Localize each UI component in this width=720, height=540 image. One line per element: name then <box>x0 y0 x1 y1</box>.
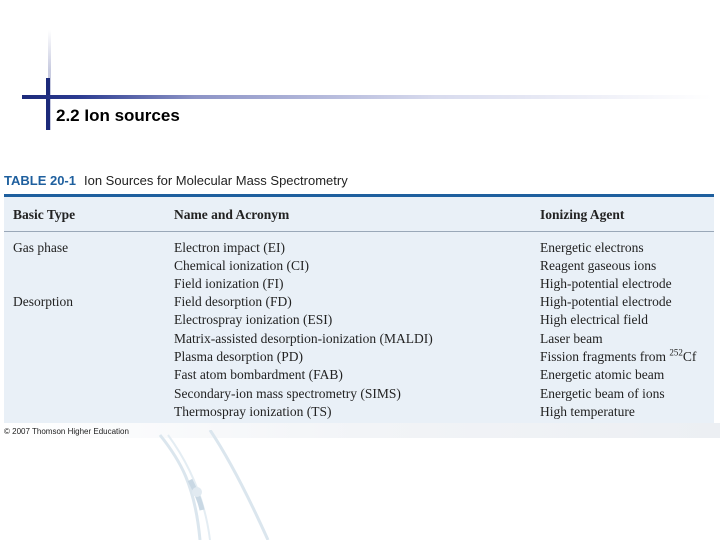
decorative-horizontal-line <box>22 95 712 99</box>
header-ionizing-agent: Ionizing Agent <box>540 207 625 222</box>
row-agent: High electrical field <box>540 312 648 327</box>
row-agent: Energetic electrons <box>540 240 644 255</box>
pd-agent-text: Fission fragments from <box>540 349 670 364</box>
row-name: Plasma desorption (PD) <box>174 349 303 364</box>
row-name: Thermospray ionization (TS) <box>174 404 332 419</box>
slide-title: 2.2 Ion sources <box>56 106 180 125</box>
row-agent: Energetic atomic beam <box>540 367 665 382</box>
header-basic-type: Basic Type <box>13 207 76 222</box>
row-name: Fast atom bombardment (FAB) <box>174 367 343 382</box>
row-name: Electrospray ionization (ESI) <box>174 312 333 327</box>
row-name: Secondary-ion mass spectrometry (SIMS) <box>174 386 401 401</box>
row-agent: High temperature <box>540 404 635 419</box>
table-header-row <box>4 197 714 231</box>
header-divider <box>4 231 714 232</box>
row-agent: High-potential electrode <box>540 276 672 291</box>
row-name: Matrix-assisted desorption-ionization (MALDI) <box>174 331 433 346</box>
row-name: Field ionization (FI) <box>174 276 284 291</box>
row-type: Desorption <box>13 294 73 309</box>
row-agent: High-potential electrode <box>540 294 672 309</box>
pd-superscript: 252 <box>669 347 683 358</box>
decorative-swirl-graphic <box>150 430 280 540</box>
row-name: Chemical ionization (CI) <box>174 258 309 273</box>
row-agent: Laser beam <box>540 331 603 346</box>
row-type: Gas phase <box>13 240 69 255</box>
row-agent: Energetic beam of ions <box>540 386 665 401</box>
decorative-vertical-accent <box>46 78 50 130</box>
table-number: TABLE 20-1 <box>4 173 76 188</box>
header-name-acronym: Name and Acronym <box>174 207 290 222</box>
ion-sources-table <box>4 194 714 424</box>
row-agent: Reagent gaseous ions <box>540 258 657 273</box>
table-caption <box>4 173 348 188</box>
row-name: Field desorption (FD) <box>174 294 292 309</box>
copyright-notice: © 2007 Thomson Higher Education <box>4 427 129 436</box>
row-agent-pd <box>540 349 696 365</box>
row-name: Electron impact (EI) <box>174 240 285 255</box>
pd-element: Cf <box>682 349 697 364</box>
table-title: Ion Sources for Molecular Mass Spectrometry <box>84 173 348 188</box>
